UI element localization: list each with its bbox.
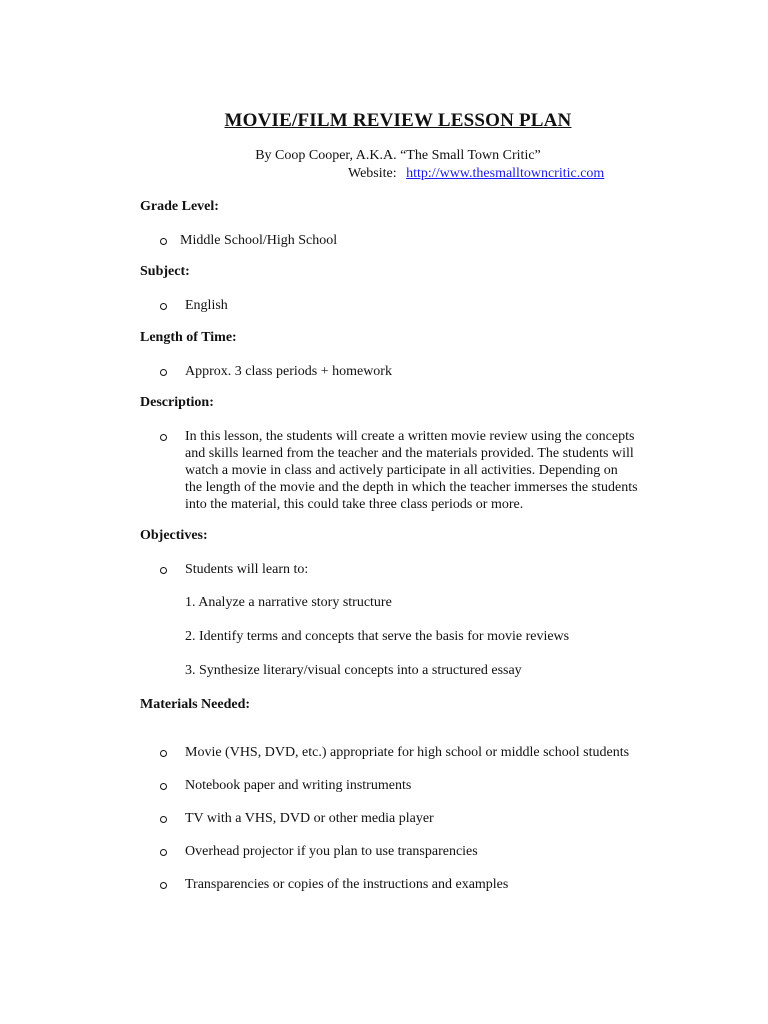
description-line: and skills learned from the teacher and the materials provided. The students will <box>185 446 634 461</box>
bullet-icon <box>160 567 167 574</box>
bullet-icon <box>160 369 167 376</box>
page-title: MOVIE/FILM REVIEW LESSON PLAN <box>224 110 572 131</box>
byline: By Coop Cooper, A.K.A. “The Small Town Critic” <box>255 148 541 163</box>
objective-item: 2. Identify terms and concepts that serve the basis for movie reviews <box>185 629 570 644</box>
bullet-icon <box>160 238 167 245</box>
list-item-text: Transparencies or copies of the instructions and examples <box>185 877 509 892</box>
bullet-icon <box>160 816 167 823</box>
heading-grade-level: Grade Level: <box>140 199 219 214</box>
bullet-icon <box>160 750 167 757</box>
list-item-text: English <box>185 298 228 313</box>
description-line: In this lesson, the students will create a written movie review using the concepts <box>185 429 635 444</box>
list-item-text: Students will learn to: <box>185 562 309 577</box>
bullet-icon <box>160 849 167 856</box>
heading-length-of-time: Length of Time: <box>140 330 237 345</box>
website-link[interactable]: http://www.thesmalltowncritic.com <box>406 166 605 181</box>
objective-item: 3. Synthesize literary/visual concepts into a structured essay <box>185 663 522 678</box>
bullet-icon <box>160 434 167 441</box>
description-paragraph <box>185 428 685 513</box>
list-item-text: Middle School/High School <box>180 233 338 248</box>
list-item-text: Approx. 3 class periods + homework <box>185 364 392 379</box>
bullet-icon <box>160 783 167 790</box>
description-line: into the material, this could take three class periods or more. <box>185 497 524 512</box>
heading-subject: Subject: <box>140 264 190 279</box>
list-item-text: Movie (VHS, DVD, etc.) appropriate for high school or middle school students <box>185 745 630 760</box>
heading-description: Description: <box>140 395 214 410</box>
heading-materials-needed: Materials Needed: <box>140 697 251 712</box>
bullet-icon <box>160 303 167 310</box>
heading-objectives: Objectives: <box>140 528 208 543</box>
website-label: Website: <box>348 166 397 181</box>
description-line: the length of the movie and the depth in which the teacher immerses the students <box>185 480 638 495</box>
bullet-icon <box>160 882 167 889</box>
website-line <box>348 166 604 182</box>
list-item-text: Overhead projector if you plan to use transparencies <box>185 844 478 859</box>
list-item-text: TV with a VHS, DVD or other media player <box>185 811 434 826</box>
description-line: watch a movie in class and actively participate in all activities. Depending on <box>185 463 618 478</box>
list-item-text: Notebook paper and writing instruments <box>185 778 412 793</box>
objective-item: 1. Analyze a narrative story structure <box>185 595 392 610</box>
